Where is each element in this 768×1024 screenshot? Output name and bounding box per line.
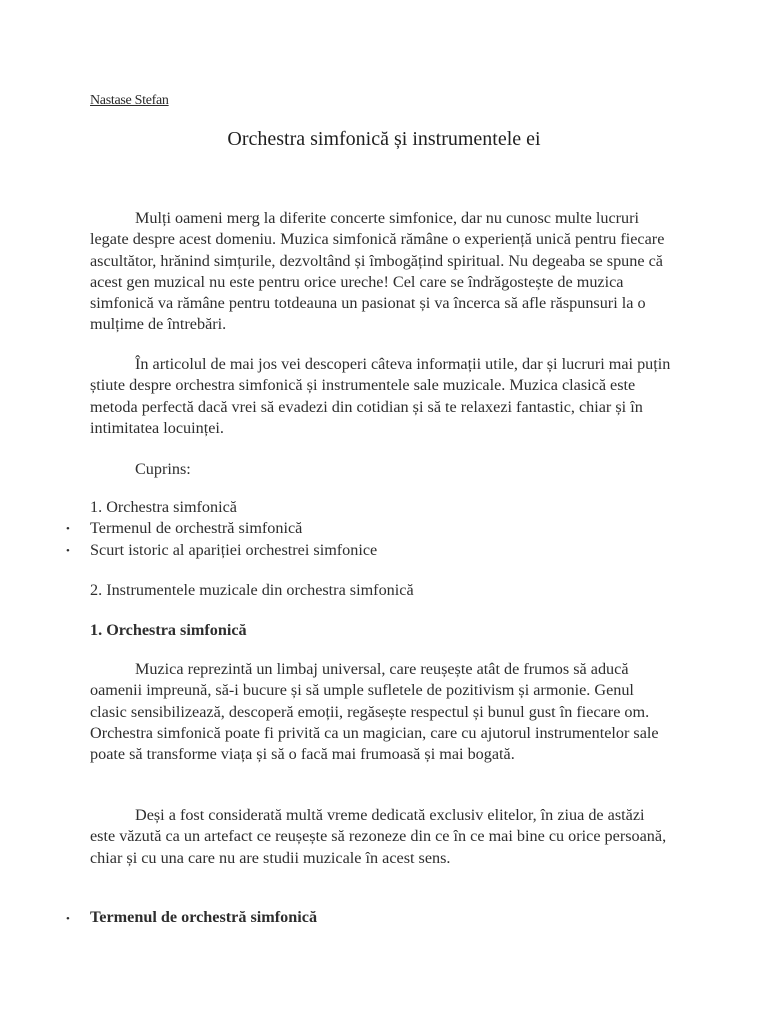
page-title: Orchestra simfonică și instrumentele ei bbox=[227, 128, 541, 150]
toc-section-1: 1. Orchestra simfonică bbox=[90, 498, 237, 516]
article-overview-paragraph: În articolul de mai jos vei descoperi câteva informații utile, dar și lucruri mai puțin știute despre orchestra simfonică și instrumentele sale muzicale. Muzica clasică este metoda perfectă dacă vrei să evadezi din cotidian și să te relaxezi fantastic, chiar și în intimitatea locuinței. bbox=[90, 355, 671, 437]
toc-item-history: Scurt istoric al apariției orchestrei simfonice bbox=[90, 541, 378, 559]
bullet-icon: • bbox=[66, 523, 70, 535]
toc-item-term: Termenul de orchestră simfonică bbox=[90, 519, 303, 537]
section-1-paragraph-1: Muzica reprezintă un limbaj universal, care reușește atât de frumos să aducă oamenii impreună, să-i bucure și să umple sufletele de pozitivism și armonie. Genul clasic sensibilizează, descoperă emoții, regăsește respectul și bunul gust în fiecare om. Orchestra simfonică poate fi privită ca un magician, care cu ajutorul instrumentelor sale poate să transforme viața și să o facă mai frumoasă și mai bogată. bbox=[90, 660, 659, 764]
intro-paragraph: Mulți oameni merg la diferite concerte simfonice, dar nu cunosc multe lucruri legate despre acest domeniu. Muzica simfonică rămâne o experiență unică pentru fiecare ascultător, hrănind simțurile, dezvoltând și îmbogățind spiritual. Nu degeaba se spune că acest gen muzical nu este pentru orice ureche! Cel care se îndrăgostește de muzica simfonică va rămâne pentru totdeauna un pasionat și va încerca să afle răspunsuri la o mulțime de întrebări. bbox=[90, 209, 665, 334]
author-name: Nastase Stefan bbox=[90, 93, 169, 108]
subsection-heading-term: Termenul de orchestră simfonică bbox=[90, 908, 318, 926]
bullet-icon: • bbox=[66, 913, 70, 925]
section-heading-orchestra: 1. Orchestra simfonică bbox=[90, 621, 247, 639]
toc-section-2: 2. Instrumentele muzicale din orchestra simfonică bbox=[90, 581, 414, 599]
toc-label: Cuprins: bbox=[135, 460, 191, 478]
section-1-paragraph-2: Deși a fost considerată multă vreme dedicată exclusiv elitelor, în ziua de astăzi este văzută ca un artefact ce reușește să rezoneze din ce în ce mai bine cu orice persoană, chiar și cu una care nu are studii muzicale în acest sens. bbox=[90, 806, 667, 867]
bullet-icon: • bbox=[66, 545, 70, 557]
